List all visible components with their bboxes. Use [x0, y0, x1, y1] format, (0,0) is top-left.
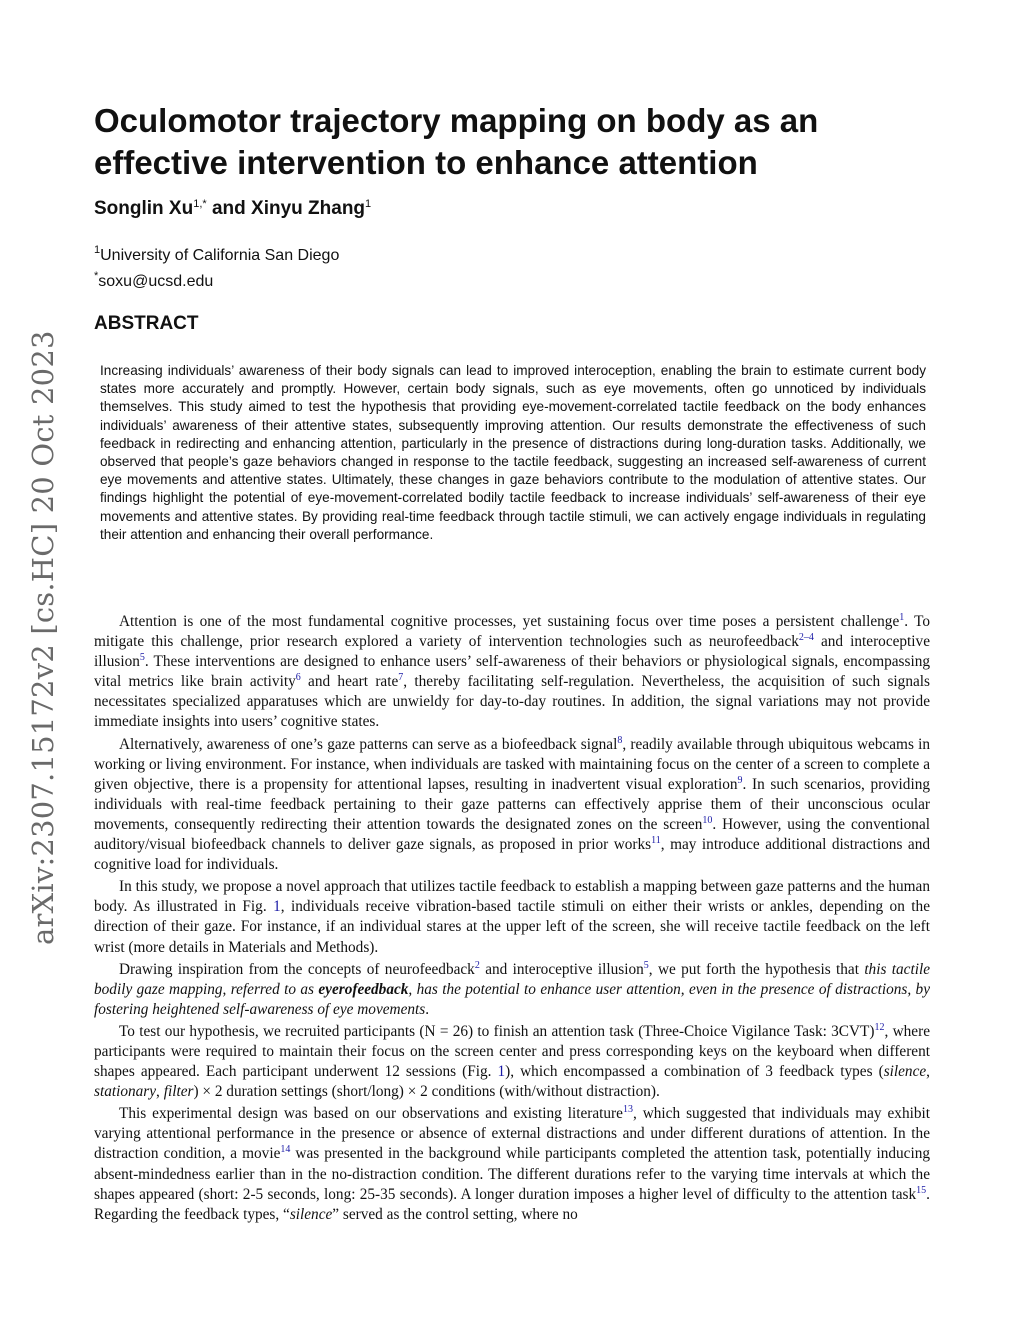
- author-name: Xinyu Zhang: [251, 198, 366, 219]
- citation-link[interactable]: 11: [651, 835, 661, 847]
- figure-link[interactable]: 1: [497, 1063, 506, 1081]
- citation-link[interactable]: 8: [617, 734, 623, 746]
- email-line: [94, 266, 339, 292]
- paragraph: In this study, we propose a novel approach that utilizes tactile feedback to establish a mapping between gaze patterns and the human body. As illustrated in Fig. 1, individuals receive vibration-based tactile stimuli on either their wrists or ankles, depending on the direction of their gaze. For instance, if an individual stares at the upper left of the screen, she will receive tactile feedback on the left wrist (more details in Materials and Methods).: [94, 878, 930, 956]
- citation-link[interactable]: 9: [737, 774, 743, 786]
- affiliation-mark: 1: [94, 244, 101, 256]
- arxiv-identifier-stamp: arXiv:2307.15172v2 [cs.HC] 20 Oct 2023: [26, 330, 60, 945]
- citation-link[interactable]: 7: [398, 672, 404, 684]
- abstract-text: Increasing individuals’ awareness of their body signals can lead to improved interoception, enabling the brain to estimate current body states more accurately and promptly. However, certain body signals, such as eye movements, often go unnoticed by individuals themselves. This study aimed to test the hypothesis that providing eye-movement-correlated tactile feedback on the body enhances individuals’ awareness of their attentive states, subsequently improving attention. Our results demonstrate the effectiveness of such feedback in redirecting and enhancing attention, particularly in the presence of distractions during long-duration tasks. Additionally, we observed that people’s gaze behaviors changed in response to the tactile feedback, suggesting an increased self-awareness of current eye movements and attentive states. Ultimately, these changes in gaze behaviors contribute to the modulation of attentive states. Our findings highlight the potential of eye-movement-correlated bodily tactile feedback to increase individuals’ self-awareness of their eye movements and attentive states. By providing real-time feedback through tactile stimuli, we can actively engage individuals in regulating their attention and enhancing their overall performance.: [100, 363, 926, 542]
- citation-link[interactable]: 10: [702, 814, 713, 826]
- emphasized-term: eyerofeedback: [318, 980, 409, 998]
- author-affiliation-mark: 1,*: [193, 198, 207, 210]
- paragraph: Attention is one of the most fundamental cognitive processes, yet sustaining focus over time poses a persistent challenge$^1$. To mitigate this challenge, prior research explored a variety of intervention technologies such as neurofeedback$^{2-4}$ and interoceptive illusion$^5$. These interventions are designed to enhance users’ self-awareness of their behaviors or physiological signals, encompassing vital metrics like brain activity$^6$ and heart rate$^7$, thereby facilitating self-regulation. Nevertheless, the acquisition of such signals necessitates specialized apparatuses which are unwieldy for day-to-day routines. In addition, the signal variations may not provide immediate insights into users’ cognitive states.: [94, 612, 930, 731]
- affiliation-text: University of California San Diego: [100, 247, 340, 264]
- email-mark: *: [94, 270, 99, 282]
- paragraph: Drawing inspiration from the concepts of neurofeedback$^2$ and interoceptive illusion$^5$, we put forth the hypothesis that this tactile bodily gaze mapping, referred to as eyerofeedback, has the potential to enhance user attention, even in the presence of distractions, by fostering heightened self-awareness of eye movements.: [94, 959, 931, 1018]
- body-text: [94, 612, 930, 1227]
- paragraph: Alternatively, awareness of one’s gaze patterns can serve as a biofeedback signal$^8$, readily available through ubiquitous webcams in working or living environment. For instance, when individuals are tasked with maintaining focus on the center of a screen to complete a given objective, there is a propensity for attentional lapses, resulting in inadvertent visual exploration$^9$. In such scenarios, providing individuals with real-time feedback pertaining to their gaze patterns can effectively apprise them of their unconscious ocular movements, consequently redirecting their attention towards the designated zones on the screen$^{10}$. However, using the conventional auditory/visual biofeedback channels to deliver gaze signals, as proposed in prior works$^{11}$, may introduce additional distractions and cognitive load for individuals.: [94, 734, 930, 874]
- paragraph: This experimental design was based on our observations and existing literature$^{13}$, which suggested that individuals may exhibit varying attentional performance in the presence or absence of external distractions and under different durations of attention. In the distraction condition, a movie$^{14}$ was presented in the background while participants completed the attention task, potentially inducing absent-mindedness earlier than in the no-distraction condition. The different durations refer to the varying time intervals at which the shapes appeared (short: 2-5 seconds, long: 25-35 seconds). A longer duration imposes a higher level of difficulty to the attention task$^{15}$. Regarding the feedback types, “silence” served as the control setting, where no: [94, 1104, 930, 1223]
- email-text: soxu@ucsd.edu: [98, 273, 214, 290]
- citation-link[interactable]: 5: [139, 652, 145, 664]
- paper-title: Oculomotor trajectory mapping on body as an effective intervention to enhance attention: [94, 102, 819, 181]
- citation-link[interactable]: 6: [295, 672, 301, 684]
- citation-link[interactable]: 13: [622, 1104, 633, 1116]
- citation-link[interactable]: 15: [916, 1184, 927, 1196]
- author-line: [94, 192, 371, 221]
- citation-link[interactable]: 2: [474, 959, 480, 971]
- citation-link[interactable]: 14: [280, 1144, 291, 1156]
- citation-link[interactable]: 12: [874, 1021, 885, 1033]
- paragraph: To test our hypothesis, we recruited participants (N = 26) to finish an attention task (Three-Choice Vigilance Task: 3CVT)$^{12}$, where participants were required to maintain their focus on the screen center and press corresponding keys on the keyboard when different shapes appeared. Each participant underwent 12 sessions (Fig. 1), which encompassed a combination of 3 feedback types (silence, stationary, filter) × 2 duration settings (short/long) × 2 conditions (with/without distraction).: [94, 1021, 930, 1101]
- citation-link[interactable]: 2–4: [798, 632, 814, 644]
- author-name: Songlin Xu: [94, 198, 194, 219]
- citation-link[interactable]: 1: [899, 612, 905, 623]
- author-affiliation-mark: 1: [365, 198, 372, 210]
- figure-link[interactable]: 1: [273, 898, 281, 916]
- author-join: and: [211, 198, 246, 219]
- affiliations: [94, 240, 339, 292]
- abstract-heading: ABSTRACT: [94, 313, 199, 334]
- citation-link[interactable]: 5: [643, 959, 649, 971]
- affiliation-line: [94, 240, 339, 266]
